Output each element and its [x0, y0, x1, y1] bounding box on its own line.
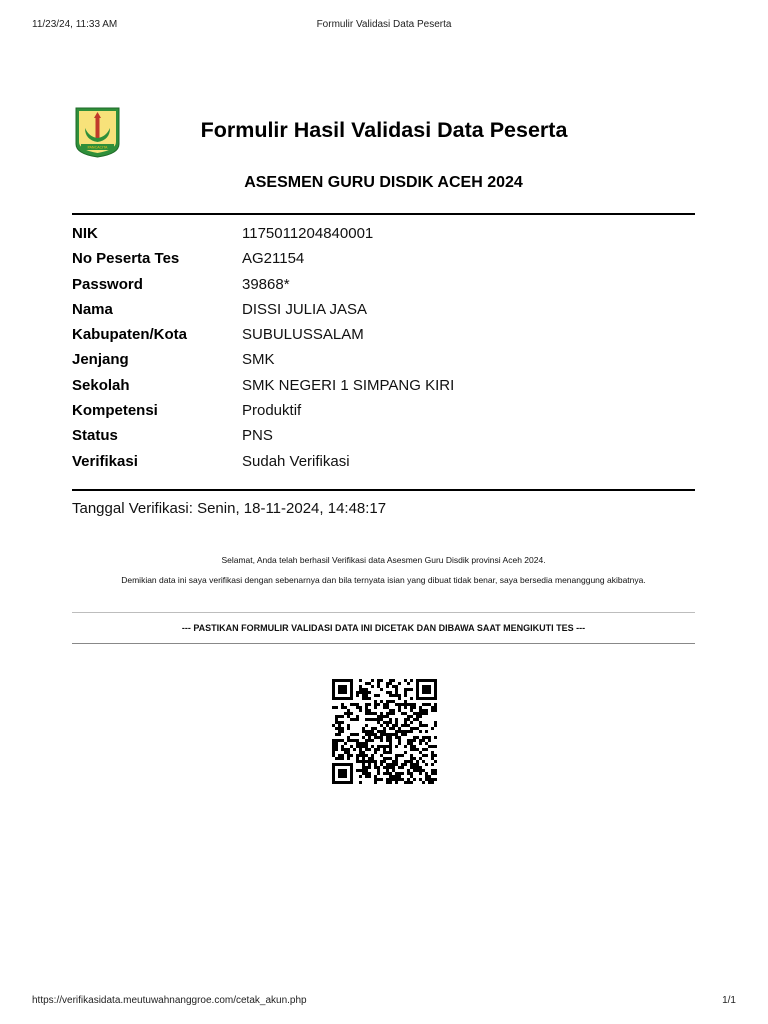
field-row-password — [72, 276, 695, 301]
field-label: Kompetensi — [72, 402, 158, 420]
field-value: 39868* — [242, 275, 290, 293]
print-page-count: 1/1 — [722, 995, 736, 1006]
notice-line-1: Selamat, Anda telah berhasil Verifikasi data Asesmen Guru Disdik provinsi Aceh 2024. — [221, 555, 546, 565]
banner-bottom-rule — [72, 643, 695, 644]
field-row-sekolah — [72, 377, 695, 402]
notice-line-2: Demikian data ini saya verifikasi dengan sebenarnya dan bila ternyata isian yang dibuat tidak benar, saya bersedia menanggung akibatnya. — [121, 575, 646, 585]
field-label: Jenjang — [72, 351, 129, 369]
verification-date-label: Tanggal Verifikasi: — [72, 500, 193, 517]
field-row-status — [72, 427, 695, 452]
field-value: DISSI JULIA JASA — [242, 300, 368, 318]
field-row-kabupaten — [72, 326, 695, 351]
field-row-verifikasi — [72, 453, 695, 478]
field-label: Sekolah — [72, 376, 130, 394]
verification-date-value: Senin, 18-11-2024, 14:48:17 — [197, 500, 387, 517]
banner-top-rule — [72, 612, 695, 613]
participant-data-table — [72, 225, 695, 478]
field-value: PNS — [242, 427, 273, 445]
bottom-divider — [72, 489, 695, 491]
field-label: No Peserta Tes — [72, 250, 180, 268]
field-row-jenjang — [72, 351, 695, 376]
verification-date — [72, 500, 386, 517]
field-value: SMK — [242, 351, 275, 369]
field-label: Verifikasi — [72, 452, 138, 470]
page-subtitle: ASESMEN GURU DISDIK ACEH 2024 — [244, 174, 523, 191]
field-label: NIK — [72, 225, 98, 242]
print-datetime: 11/23/24, 11:33 AM — [32, 19, 118, 30]
logo-text: PANCACITA — [87, 145, 108, 150]
field-row-no-peserta — [72, 250, 695, 275]
field-row-nama — [72, 301, 695, 326]
print-reminder-banner: --- PASTIKAN FORMULIR VALIDASI DATA INI DICETAK DAN DIBAWA SAAT MENGIKUTI TES --- — [181, 623, 586, 633]
aceh-emblem-logo — [73, 106, 122, 158]
field-value: SMK NEGERI 1 SIMPANG KIRI — [242, 376, 455, 394]
field-row-kompetensi — [72, 402, 695, 427]
field-row-nik — [72, 225, 695, 250]
print-url: https://verifikasidata.meutuwahnanggroe.com/cetak_akun.php — [32, 995, 307, 1006]
field-value: Sudah Verifikasi — [242, 452, 350, 470]
field-value: AG21154 — [242, 250, 305, 268]
qr-code — [332, 679, 437, 784]
field-value: Produktif — [242, 402, 302, 420]
top-divider — [72, 213, 695, 215]
field-value: SUBULUSSALAM — [242, 326, 364, 344]
field-value: 1175011204840001 — [242, 225, 374, 242]
field-label: Password — [72, 275, 143, 293]
page-title: Formulir Hasil Validasi Data Peserta — [200, 118, 568, 142]
field-label: Nama — [72, 300, 113, 318]
print-page-title: Formulir Validasi Data Peserta — [316, 19, 452, 30]
field-label: Kabupaten/Kota — [72, 326, 188, 344]
field-label: Status — [72, 427, 118, 445]
